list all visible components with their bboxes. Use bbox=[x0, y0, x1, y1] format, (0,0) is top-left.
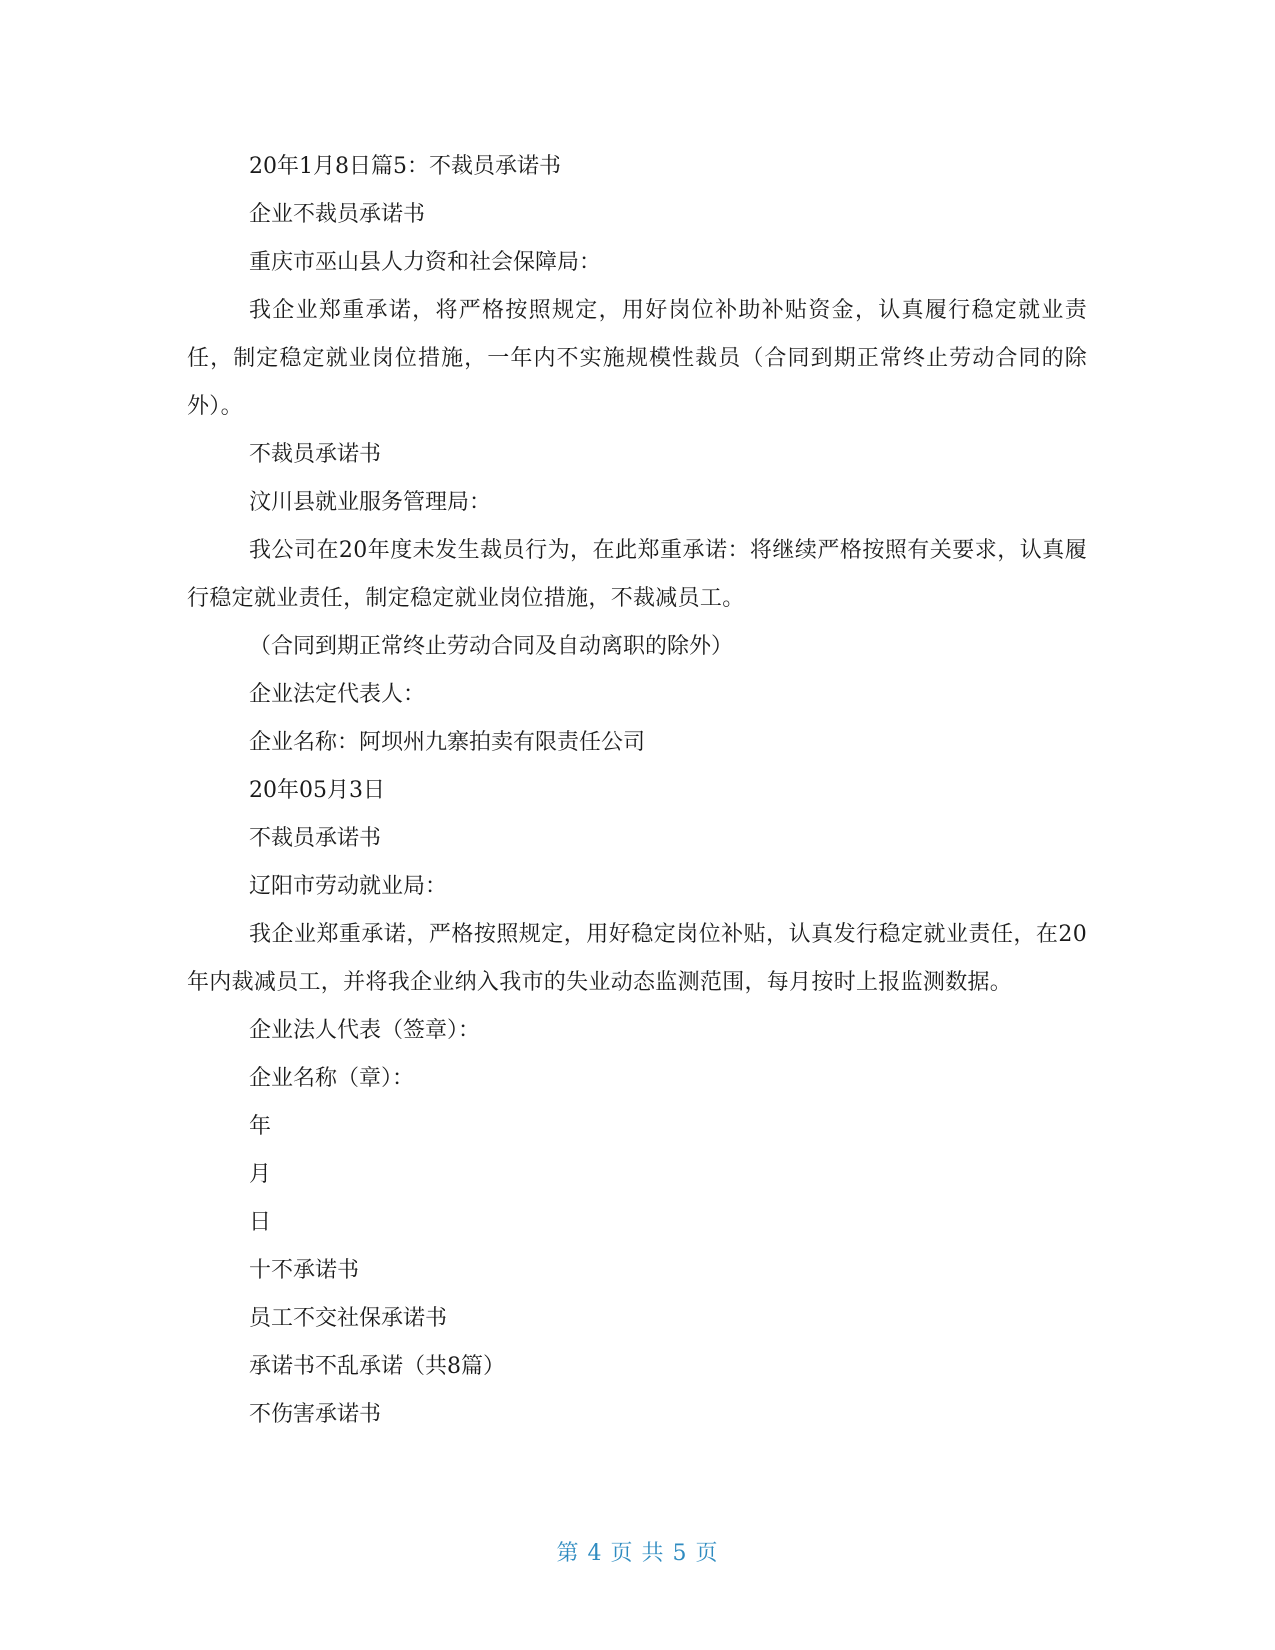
related-title: 承诺书不乱承诺（共8篇） bbox=[249, 1354, 505, 1379]
company-name-line: 企业名称（章）： bbox=[249, 1066, 415, 1091]
footer-suffix: 页 bbox=[695, 1541, 719, 1566]
legal-representative-line: 企业法定代表人： bbox=[249, 682, 426, 707]
letter-recipient: 重庆市巫山县人力资和社会保障局： bbox=[249, 250, 602, 275]
date-month: 月 bbox=[249, 1162, 272, 1187]
letter-recipient: 辽阳市劳动就业局： bbox=[249, 874, 448, 899]
letter-date: 20年05月3日 bbox=[249, 778, 385, 803]
footer-prefix: 第 bbox=[556, 1541, 580, 1566]
company-name-line: 企业名称：阿坝州九寨拍卖有限责任公司 bbox=[249, 730, 646, 755]
date-day: 日 bbox=[249, 1210, 272, 1235]
footer-total-pages: 5 bbox=[672, 1541, 688, 1566]
letter-note: （合同到期正常终止劳动合同及自动离职的除外） bbox=[249, 634, 734, 659]
related-title: 员工不交社保承诺书 bbox=[249, 1306, 448, 1331]
footer-middle: 页 共 bbox=[610, 1541, 665, 1566]
footer-current-page: 4 bbox=[587, 1541, 603, 1566]
date-year: 年 bbox=[249, 1114, 272, 1139]
letter-title: 不裁员承诺书 bbox=[249, 442, 382, 467]
letter-recipient: 汶川县就业服务管理局： bbox=[249, 490, 492, 515]
letter-paragraph: 我企业郑重承诺，严格按照规定，用好稳定岗位补贴，认真发行稳定就业责任，在20年内裁减员工，并将我企业纳入我市的失业动态监测范围，每月按时上报监测数据。 bbox=[187, 922, 1087, 995]
letter-paragraph: 我公司在20年度未发生裁员行为，在此郑重承诺：将继续严格按照有关要求，认真履行稳定就业责任，制定稳定就业岗位措施，不裁减员工。 bbox=[187, 538, 1087, 611]
page-footer bbox=[0, 1536, 1275, 1567]
letter-paragraph: 我企业郑重承诺，将严格按照规定，用好岗位补助补贴资金，认真履行稳定就业责任，制定稳定就业岗位措施，一年内不实施规模性裁员（合同到期正常终止劳动合同的除外）。 bbox=[187, 298, 1087, 419]
section-heading: 20年1月8日篇5：不裁员承诺书 bbox=[249, 154, 561, 179]
letter-title: 企业不裁员承诺书 bbox=[249, 202, 426, 227]
document-body bbox=[187, 143, 1087, 1439]
related-title: 十不承诺书 bbox=[249, 1258, 360, 1283]
letter-title: 不裁员承诺书 bbox=[249, 826, 382, 851]
legal-representative-line: 企业法人代表（签章）： bbox=[249, 1018, 481, 1043]
related-title: 不伤害承诺书 bbox=[249, 1402, 382, 1427]
